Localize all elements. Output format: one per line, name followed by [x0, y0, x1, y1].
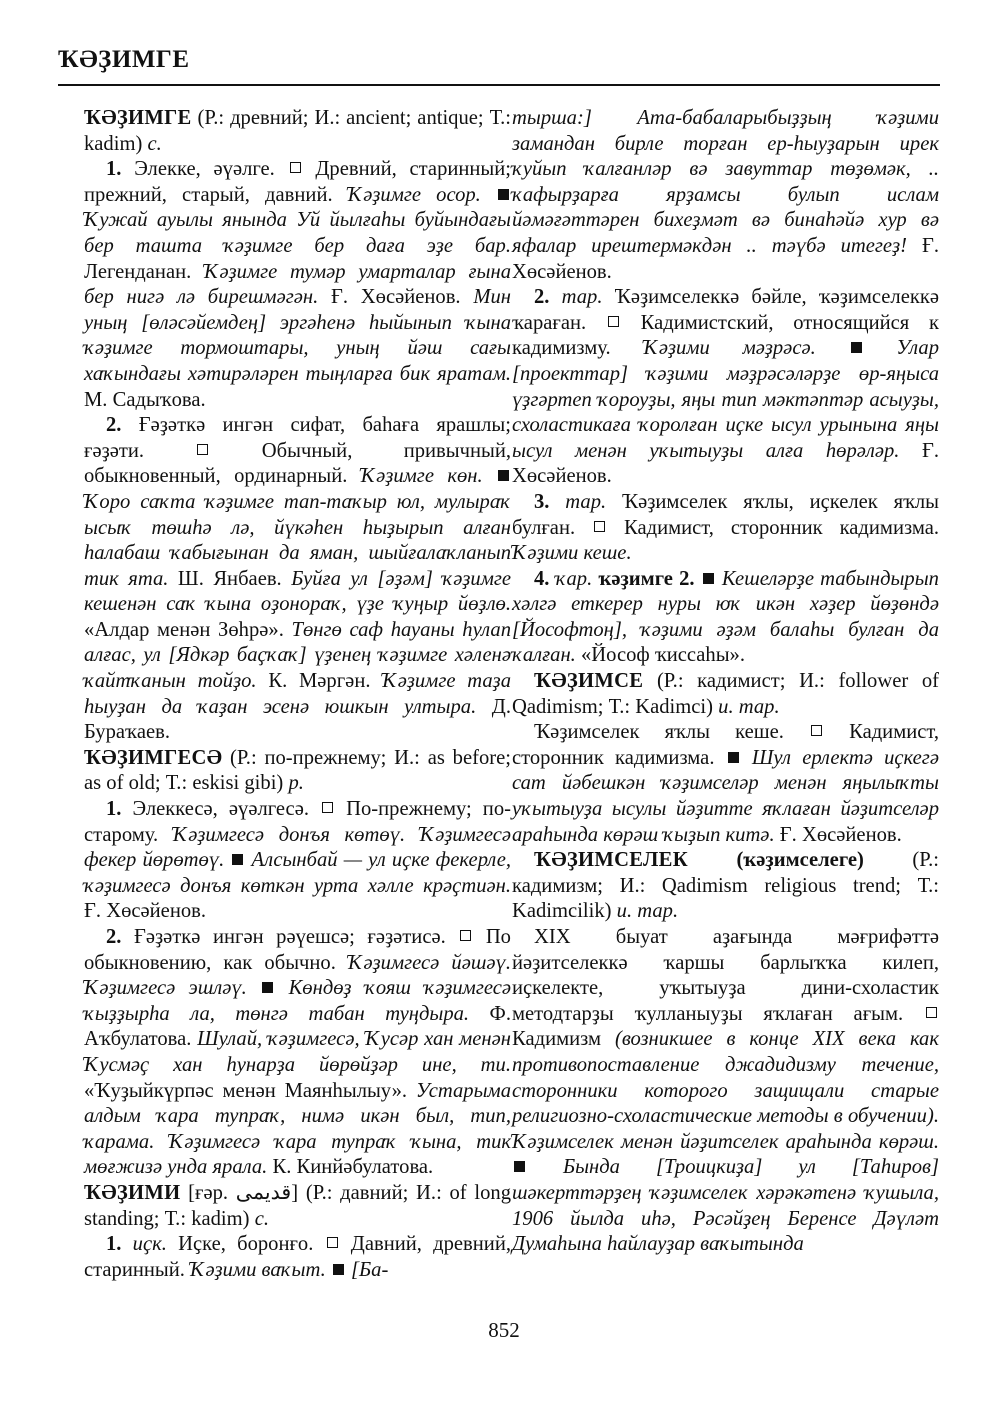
russian-gloss: Давний, древний, старинный. [84, 1233, 511, 1281]
etymology: (Р.: кадимист; И.: follower of Qadimism; Т.: Kadimci) [512, 670, 939, 718]
russian-gloss: Кадимизм [512, 1028, 615, 1051]
source: Ғ. Хөсәйенов. [774, 823, 902, 846]
source: К. Мәргән. [256, 670, 383, 693]
example: Устарыма алдым ҡара тупраҡ, нимә икән был, тип, ҡарама. Ҡәҙимгесә ҡара тупраҡ ҡына, тик мөғжизә унда ярала. [84, 1079, 511, 1179]
sense-2 [512, 285, 939, 490]
phrase: Ҡәҙими кеше. [512, 542, 632, 565]
russian-gloss: По-прежнему; по-старому. [84, 798, 511, 846]
white-square-icon [608, 316, 619, 327]
phrase: Ҡәҙимге көн. [360, 465, 483, 488]
black-square-icon [851, 342, 862, 353]
entry-kazimge [84, 106, 511, 157]
russian-gloss: Кадимист, сторонник кадимизма. [512, 721, 939, 769]
white-square-icon [290, 162, 301, 173]
example: Кешеләрҙе табындырып хәлгә еткерер нуры юҡ икән хәҙер йөҙөндә [Йософтоң], ҡәҙими әҙәм балаһы булған да ҡалған. [512, 567, 939, 667]
definition: Ҡәҙимселек яҡлы кеше. [534, 721, 809, 744]
headword: ҠӘҘИМИ [84, 1181, 181, 1204]
part-of-speech: и. тар. [616, 900, 679, 923]
white-square-icon [197, 444, 208, 455]
phrase: Ҡәҙими мәҙрәсә. [643, 337, 816, 360]
example: Мин уның [өләсәйемдең] эргәһенә һыйынып ҡына ҡәҙимге тормоштары, уның йәш сағы хаҡындағы хәтирәләрен тыңларға бик яратам. [84, 286, 511, 385]
definition: Элеккесә, әүәлгесә. [121, 798, 321, 821]
part-of-speech: с. [147, 132, 162, 155]
definition: Ғәҙәткә ингән рәүешсә; ғәҙәтисә. [121, 926, 459, 948]
definition: XIX быуат аҙағында мәғрифәттә йәҙитселеккә ҡаршы барлыҡҡа килеп, иҫкелекте, уҡытыуҙа дини-схоластик методтарҙы ҡулланыуҙы яҡлаған ағым. [512, 926, 939, 1025]
example: Буйға ул [әҙәм] ҡәҙимге кешенән саҡ ҡына оҙонораҡ, үҙе ҡуңыр йөҙлө. [84, 567, 512, 616]
sense-3 [512, 490, 939, 567]
usage-mark: иҫк. [121, 1233, 167, 1256]
sense-2 [84, 413, 511, 746]
russian-gloss: Кадимист, сторонник кадимизма. [607, 516, 939, 539]
headword: ҠӘҘИМГЕ [84, 107, 192, 129]
right-column [512, 106, 939, 1258]
example: Көндөҙ ҡояш ҡәҙимгесә ҡыҙҙырһа ла, төнгә табан туңдыра. [84, 977, 512, 1025]
arabic-spelling: قديمى [235, 1181, 292, 1204]
sense-number: 3. [534, 490, 550, 513]
white-square-icon [322, 802, 333, 813]
example: Ҡәҙимге таҙа һыуҙан да ҡаҙан эсенә юшкын ултыра. [84, 670, 512, 718]
black-square-icon [498, 470, 509, 481]
source: Ш. Янбаев. [168, 567, 292, 590]
example: Ҡәҙимге тумәр умарталар ғына бер нигә лә бирешмәгән. [84, 260, 511, 309]
source: «Йософ ҡиссаһы». [575, 644, 745, 667]
sense-4 [512, 567, 939, 669]
example: тырша:] Ата-бабаларыбыҙҙың ҡәҙими замандан бирле торған ер-һыуҙарын ирек ҡуйып ҡалғанләр вә завуттар төҙөмәк, .. ҡафырҙарға ярҙамсы булып ислам йәмәғәттәрен бихеҙмәт вә бинаһәйә хур вә яфалар ирештермәкдән .. тәүбә итегеҙ! [512, 107, 939, 257]
phrase: Ҡәҙимге осор. [347, 183, 481, 206]
sense-number: 2. [106, 414, 122, 437]
entry-kazimse [512, 669, 939, 720]
source: Ғ. Хөсәйенов. [512, 439, 940, 488]
sense-number: 4. [534, 567, 550, 590]
phrase: Ҡәҙимгесә йәшәү. Ҡәҙимгесә эшләү. [84, 951, 511, 1000]
usage-mark: ҡар. [549, 567, 593, 590]
source: Ғ. Хөсәйенов. [512, 234, 939, 283]
black-square-icon [703, 573, 714, 584]
example: Ҡоро саҡта ҡәҙимге тап-таҡыр юл, мулыраҡ ысыҡ төшһә лә, йүкәһен һыҙырып алған һалабаш ҡабығынан да яман, шыйғалаҡланып тик ята. [84, 490, 511, 590]
headword-variant: (ҡәҙимселеге) [687, 849, 864, 872]
white-square-icon [594, 521, 605, 532]
definition: Иҫке, боронғо. [166, 1233, 325, 1256]
sense-number: 1. [106, 158, 122, 181]
example: Улар [проекттар] ҡәҙими мәҙрәсәләрҙе өр-яңыса үҙгәртеп ҡороуҙы, яңы тип мәктәптәр асыуҙы, схоластикаға ҡоролған иҫке ысул урынына яңы ысул менән уҡытыуҙы алға һөрәләр. [512, 337, 940, 462]
part-of-speech: р. [288, 772, 304, 795]
white-square-icon [460, 930, 471, 941]
page-number: 852 [488, 1318, 520, 1342]
definition: Ҡәҙимселек яҡлы, иҫкелек яҡлы булған. [512, 490, 940, 539]
russian-gloss: Древний, старинный; прежний, старый, давний. [84, 158, 512, 206]
headword: ҠӘҘИМСЕЛЕК [534, 849, 688, 872]
etymology: (Р.: по-прежнему; И.: as before; as of old; Т.: eskisi gibi) [84, 746, 511, 795]
example: Төнгө саф һауаны һулап алғас, ул [Ядкәр баҫҡаҡ] үҙенең ҡәҙимге хәленә ҡайтҡанын тойҙо. [84, 618, 511, 693]
black-square-icon [498, 189, 509, 200]
white-square-icon [327, 1237, 338, 1248]
source: Ғ. Хөсәйенов. [318, 286, 474, 309]
sense-number: 2. [534, 286, 550, 309]
sense-2 [84, 925, 511, 1181]
russian-gloss: Кадимистский, относящийся к кадимизму. [512, 311, 939, 360]
entry-kazimselek [512, 848, 939, 925]
usage-mark: тар. [549, 490, 607, 513]
example: Алсынбай — ул иҫке фекерле, ҡәҙимгесә донъя көткән урта хәлле крәҫтиән. [84, 849, 511, 897]
usage-mark: тар. [549, 286, 603, 309]
source: Ғ. Хөсәйенов. [84, 900, 207, 923]
entry-body [512, 925, 939, 1258]
phrase: Ҡәҙимгесә донъя көтөү. Ҡәҙимгесә фекер йөрөтөү. [84, 823, 511, 872]
russian-gloss: По обыкновению, как обычно. [84, 926, 511, 974]
black-square-icon [728, 752, 739, 763]
part-of-speech: с. [254, 1207, 269, 1230]
continued-example [512, 106, 939, 285]
etymology: (Р.: древний; И.: ancient; antique; Т.: kadim) [84, 107, 511, 155]
definition: Ғәҙәткә ингән сифат, баһаға ярашлы; ғәҙәти. [84, 414, 511, 462]
entry-kazimi [84, 1181, 511, 1232]
source: «Алдар менән Зөһрә». [84, 618, 292, 641]
black-square-icon [232, 854, 243, 865]
part-of-speech: и. тар. [718, 695, 780, 718]
etymology: [ғәр. [180, 1181, 236, 1204]
black-square-icon [514, 1161, 525, 1172]
black-square-icon [262, 982, 273, 993]
sense-1 [84, 797, 511, 925]
sense-number: 2. [106, 926, 122, 948]
definition: Ҡәҙимселеккә бәйле, ҡәҙимселеккә ҡараған. [512, 286, 940, 334]
source: «Ҡуҙыйкүрпәс менән Маянһылыу». [84, 1079, 416, 1102]
source: К. Кинйәбулатова. [267, 1156, 434, 1179]
source: Д. Бураҡаев. [84, 695, 511, 744]
white-square-icon [811, 725, 822, 736]
running-head: ҠӘҘИМГЕ [58, 46, 190, 73]
cross-reference: ҡәҙимге 2. [592, 567, 695, 590]
definition: Элекке, әүәлге. [121, 158, 288, 181]
source: Легенданан. [84, 260, 205, 283]
example: Шулай, ҡәҙимгесә, Ҡусәр хан менән Ҡусмәҫ хан һунарҙа йөрөйҙәр ине, ти. [84, 1028, 512, 1076]
headword: ҠӘҘИМГЕСӘ [84, 746, 223, 769]
russian-gloss: Обычный, привычный, обыкновенный, ординарный. [84, 439, 511, 488]
sense-number: 1. [106, 798, 122, 821]
etymology: ] (Р.: давний; И.: of long standing; Т.: kadim) [84, 1181, 512, 1230]
left-column [84, 106, 511, 1283]
source: М. Садыҡова. [84, 388, 206, 411]
sense-1 [84, 1232, 511, 1283]
headword: ҠӘҘИМСЕ [534, 670, 644, 693]
example: Ҡужай ауылы янында Уй йылғаһы буйындағы бер ташта ҡәҙимге бер даға эҙе бар. [84, 209, 511, 257]
sense-1 [84, 157, 511, 413]
example: Бында [Троицкиҙа] ул [Таһиров] шәкерттәрҙең ҡәҙимселек хәрәкәтенә ҡушыла, 1906 йылда иһә, Рәсәйҙең Беренсе Дәүләт Думаһына һайлауҙар ваҡытында [512, 1156, 939, 1256]
phrase: Ҡәҙими ваҡыт. [190, 1258, 326, 1281]
sense-number: 1. [106, 1233, 122, 1256]
example: Шул ерлектә иҫкегә сат йәбешкән ҡәҙимселәр менән яңылыҡты уҡытыуҙа ысулы йәҙитте яҡлаған йәҙитселәр араһында көрәш ҡыҙып китә. [512, 746, 939, 846]
black-square-icon [333, 1264, 344, 1275]
etymology: (Р.: кадимизм; И.: Qadimism religious trend; Т.: Kadimcilik) [512, 849, 939, 923]
white-square-icon [926, 1007, 937, 1018]
example: Ҡәҙимселек менән йәҙитселек араһында көрәш. [512, 1130, 939, 1153]
russian-gloss-note: (возникшее в конце XIX века как противопоставление джадидизму течение, сторонники которого защищали старые религиозно-схоластические методы в обучении). [512, 1028, 939, 1128]
example: [Ба- [345, 1258, 389, 1281]
header-rule [58, 84, 940, 86]
source: Ф. Аҡбулатова. [84, 1002, 511, 1051]
entry-kazimgese [84, 746, 511, 797]
entry-body [512, 720, 939, 848]
